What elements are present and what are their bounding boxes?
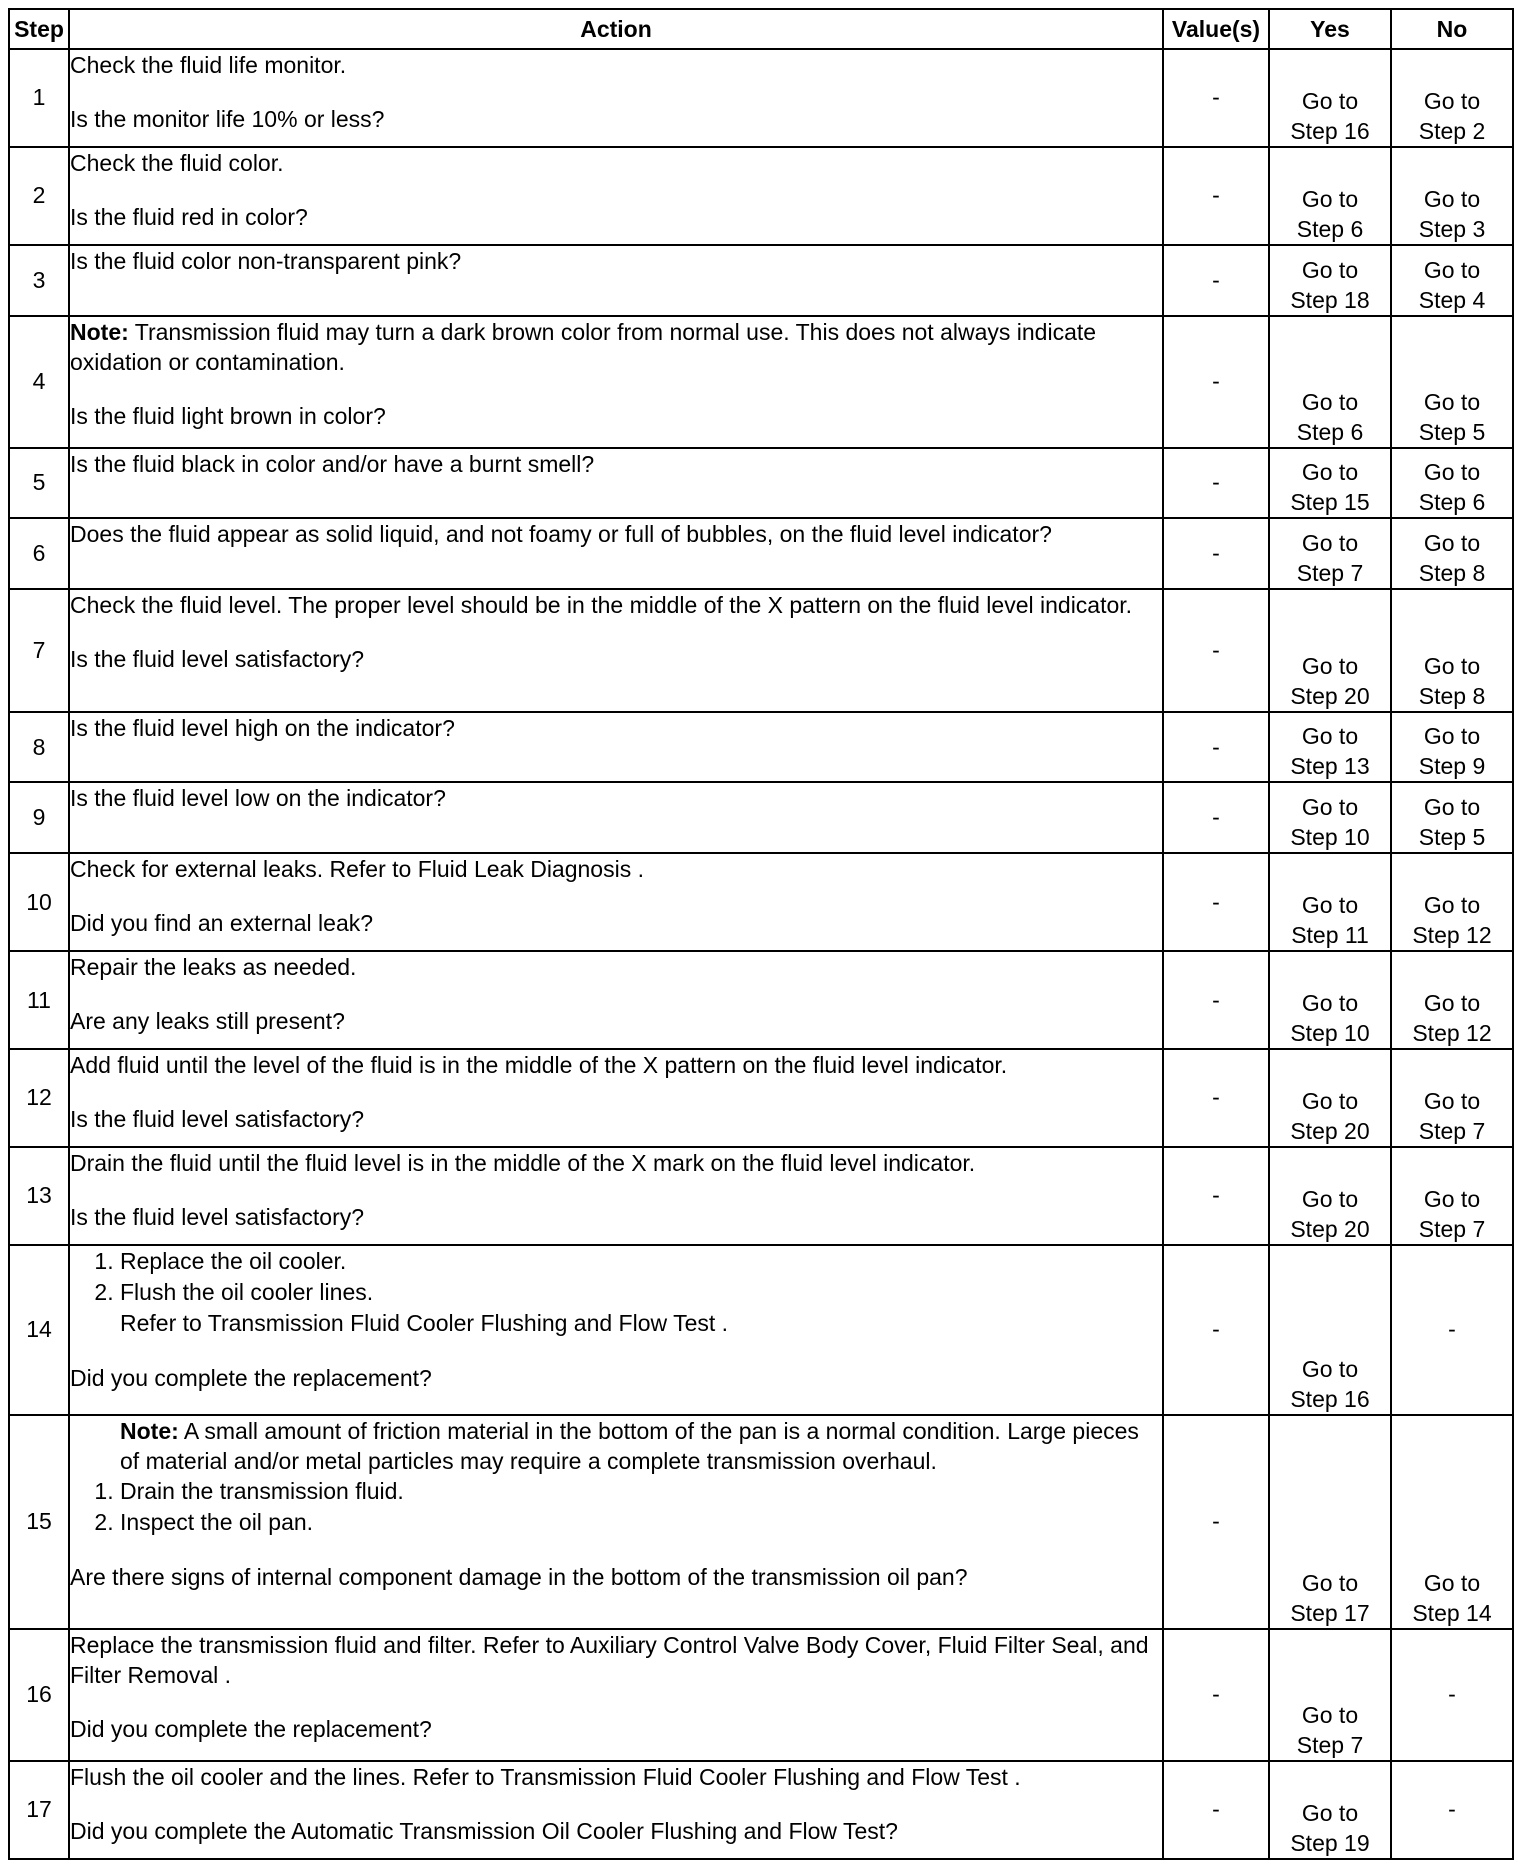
table-row xyxy=(9,1049,1513,1147)
action-question: Is the fluid color non-transparent pink? xyxy=(70,247,462,274)
table-row xyxy=(9,147,1513,245)
yes-cell xyxy=(1269,245,1391,316)
action-text: Check for external leaks. Refer to Fluid Leak Diagnosis . xyxy=(70,856,644,883)
action-cell xyxy=(69,147,1163,245)
action-cell xyxy=(69,518,1163,589)
action-question: Did you find an external leak? xyxy=(70,910,374,937)
yes-goto: Go to xyxy=(1301,794,1359,821)
yes-goto: Go to xyxy=(1301,1087,1359,1114)
no-cell xyxy=(1391,1629,1513,1761)
yes-goto: Go to xyxy=(1301,892,1359,919)
no-goto: Go to xyxy=(1423,652,1481,679)
no-step: Step 7 xyxy=(1418,1215,1486,1242)
no-step: Step 6 xyxy=(1418,489,1486,516)
step-number: 6 xyxy=(9,518,69,589)
action-question: Is the monitor life 10% or less? xyxy=(70,106,385,132)
no-goto: Go to xyxy=(1423,256,1481,283)
list-item-ref: Refer to Transmission Fluid Cooler Flushing and Flow Test . xyxy=(120,1309,729,1336)
no-cell xyxy=(1391,951,1513,1049)
action-cell xyxy=(69,782,1163,853)
yes-cell xyxy=(1269,49,1391,147)
action-cell xyxy=(69,1147,1163,1245)
note-text: Transmission fluid may turn a dark brown color from normal use. This does not always indicate oxidation or contamination. xyxy=(70,318,1097,375)
yes-cell xyxy=(1269,1629,1391,1761)
no-step: Step 7 xyxy=(1418,1117,1486,1144)
header-row xyxy=(9,9,1513,49)
value-cell: - xyxy=(1163,951,1269,1049)
no-cell xyxy=(1391,147,1513,245)
table-row xyxy=(9,712,1513,783)
yes-step: Step 16 xyxy=(1290,117,1370,144)
table-row xyxy=(9,49,1513,147)
yes-step: Step 7 xyxy=(1296,1731,1364,1758)
value-cell: - xyxy=(1163,1049,1269,1147)
yes-step: Step 13 xyxy=(1290,753,1370,780)
table-row xyxy=(9,518,1513,589)
yes-goto: Go to xyxy=(1301,990,1359,1016)
yes-cell xyxy=(1269,712,1391,783)
no-goto: Go to xyxy=(1423,529,1481,556)
list-item xyxy=(120,1277,1162,1339)
no-dash: - xyxy=(1448,1796,1456,1823)
table-row xyxy=(9,1761,1513,1859)
yes-cell xyxy=(1269,518,1391,589)
action-question: Is the fluid level high on the indicator? xyxy=(70,714,455,741)
header-action: Action xyxy=(69,9,1163,49)
no-dash: - xyxy=(1448,1681,1456,1708)
value-cell: - xyxy=(1163,782,1269,853)
no-step: Step 4 xyxy=(1418,286,1486,313)
value-cell: - xyxy=(1163,147,1269,245)
table-row xyxy=(9,1147,1513,1245)
yes-step: Step 6 xyxy=(1296,215,1364,242)
header-yes: Yes xyxy=(1269,9,1391,49)
header-step: Step xyxy=(9,9,69,49)
note-paragraph xyxy=(70,317,1162,377)
list-item-text: Drain the transmission fluid. xyxy=(120,1477,404,1504)
no-goto: Go to xyxy=(1423,388,1481,415)
yes-step: Step 20 xyxy=(1290,1215,1370,1242)
yes-cell xyxy=(1269,147,1391,245)
yes-goto: Go to xyxy=(1301,87,1359,114)
action-question: Did you complete the replacement? xyxy=(70,1715,432,1742)
table-row xyxy=(9,1245,1513,1415)
step-number: 15 xyxy=(9,1415,69,1629)
yes-step: Step 20 xyxy=(1290,682,1370,709)
yes-step: Step 10 xyxy=(1290,824,1370,851)
step-number: 5 xyxy=(9,448,69,519)
yes-goto: Go to xyxy=(1301,388,1359,415)
step-number: 8 xyxy=(9,712,69,783)
list-item-text: Replace the oil cooler. xyxy=(120,1247,347,1274)
value-cell: - xyxy=(1163,712,1269,783)
yes-step: Step 18 xyxy=(1290,286,1370,313)
yes-step: Step 20 xyxy=(1290,1117,1370,1144)
action-question: Are any leaks still present? xyxy=(70,1008,345,1035)
action-question: Does the fluid appear as solid liquid, and not foamy or full of bubbles, on the fluid level indicator? xyxy=(70,521,1052,548)
no-cell xyxy=(1391,589,1513,712)
step-number: 2 xyxy=(9,147,69,245)
table-row xyxy=(9,316,1513,448)
yes-goto: Go to xyxy=(1301,1800,1359,1826)
action-question: Is the fluid red in color? xyxy=(70,203,308,230)
action-question: Is the fluid light brown in color? xyxy=(70,402,386,429)
no-dash: - xyxy=(1448,1316,1456,1343)
no-step: Step 12 xyxy=(1412,1020,1492,1046)
no-goto: Go to xyxy=(1423,1185,1481,1212)
no-goto: Go to xyxy=(1423,1569,1481,1596)
step-number: 11 xyxy=(9,951,69,1049)
no-cell xyxy=(1391,1761,1513,1859)
value-cell: - xyxy=(1163,245,1269,316)
no-step: Step 8 xyxy=(1418,682,1486,709)
note-label: Note: xyxy=(70,318,129,345)
yes-cell xyxy=(1269,1245,1391,1415)
yes-cell xyxy=(1269,1415,1391,1629)
table-row xyxy=(9,853,1513,951)
action-cell xyxy=(69,1415,1163,1629)
no-step: Step 3 xyxy=(1418,215,1486,242)
value-cell: - xyxy=(1163,1415,1269,1629)
step-number: 17 xyxy=(9,1761,69,1859)
note-label: Note: xyxy=(120,1417,179,1444)
value-cell: - xyxy=(1163,1147,1269,1245)
no-cell xyxy=(1391,245,1513,316)
no-cell xyxy=(1391,782,1513,853)
value-cell: - xyxy=(1163,518,1269,589)
action-cell xyxy=(69,951,1163,1049)
action-text: Repair the leaks as needed. xyxy=(70,954,357,981)
action-text: Drain the fluid until the fluid level is in the middle of the X mark on the fluid level indicator. xyxy=(70,1149,976,1176)
action-cell xyxy=(69,448,1163,519)
table-row xyxy=(9,448,1513,519)
action-text: Add fluid until the level of the fluid is in the middle of the X pattern on the fluid level indicator. xyxy=(70,1052,1008,1078)
step-number: 7 xyxy=(9,589,69,712)
list-item xyxy=(120,1246,1162,1277)
action-text: Check the fluid color. xyxy=(70,149,284,176)
no-cell xyxy=(1391,1147,1513,1245)
list-item xyxy=(120,1476,1162,1507)
no-cell xyxy=(1391,712,1513,783)
step-number: 10 xyxy=(9,853,69,951)
yes-cell xyxy=(1269,316,1391,448)
no-step: Step 14 xyxy=(1412,1599,1492,1626)
no-goto: Go to xyxy=(1423,794,1481,821)
no-cell xyxy=(1391,1245,1513,1415)
action-text: Flush the oil cooler and the lines. Refer to Transmission Fluid Cooler Flushing and Flow Test . xyxy=(70,1763,1021,1790)
no-cell xyxy=(1391,448,1513,519)
table-row xyxy=(9,782,1513,853)
yes-cell xyxy=(1269,448,1391,519)
no-goto: Go to xyxy=(1423,1087,1481,1114)
no-cell xyxy=(1391,1049,1513,1147)
yes-goto: Go to xyxy=(1301,1185,1359,1212)
action-question: Is the fluid level satisfactory? xyxy=(70,1106,365,1132)
action-question: Is the fluid black in color and/or have a burnt smell? xyxy=(70,450,595,477)
yes-goto: Go to xyxy=(1301,459,1359,486)
no-step: Step 5 xyxy=(1418,418,1486,445)
yes-goto: Go to xyxy=(1301,723,1359,750)
yes-step: Step 19 xyxy=(1290,1830,1370,1856)
no-goto: Go to xyxy=(1423,87,1481,114)
no-cell xyxy=(1391,1415,1513,1629)
yes-step: Step 10 xyxy=(1290,1020,1370,1046)
step-number: 12 xyxy=(9,1049,69,1147)
value-cell: - xyxy=(1163,853,1269,951)
value-cell: - xyxy=(1163,589,1269,712)
yes-step: Step 6 xyxy=(1296,418,1364,445)
action-cell xyxy=(69,245,1163,316)
yes-step: Step 15 xyxy=(1290,489,1370,516)
yes-step: Step 7 xyxy=(1296,559,1364,586)
no-goto: Go to xyxy=(1423,723,1481,750)
action-text: Replace the transmission fluid and filter. Refer to Auxiliary Control Valve Body Cover, Fluid Filter Seal, and Filter Removal . xyxy=(70,1631,1149,1688)
action-cell xyxy=(69,1245,1163,1415)
action-cell xyxy=(69,316,1163,448)
no-goto: Go to xyxy=(1423,892,1481,919)
action-question: Is the fluid level satisfactory? xyxy=(70,645,365,672)
step-number: 4 xyxy=(9,316,69,448)
yes-cell xyxy=(1269,1049,1391,1147)
action-cell xyxy=(69,1761,1163,1859)
list-item xyxy=(120,1507,1162,1538)
step-number: 3 xyxy=(9,245,69,316)
no-step: Step 9 xyxy=(1418,753,1486,780)
no-goto: Go to xyxy=(1423,990,1481,1016)
action-text: Check the fluid level. The proper level should be in the middle of the X pattern on the fluid level indicator. xyxy=(70,591,1133,618)
no-cell xyxy=(1391,518,1513,589)
table-row xyxy=(9,951,1513,1049)
yes-cell xyxy=(1269,1761,1391,1859)
yes-cell xyxy=(1269,589,1391,712)
action-cell xyxy=(69,853,1163,951)
action-question: Is the fluid level low on the indicator? xyxy=(70,785,446,812)
action-cell xyxy=(69,1629,1163,1761)
yes-step: Step 17 xyxy=(1290,1599,1370,1626)
step-number: 1 xyxy=(9,49,69,147)
header-no: No xyxy=(1391,9,1513,49)
yes-goto: Go to xyxy=(1301,652,1359,679)
procedure-list xyxy=(70,1246,1162,1339)
yes-cell xyxy=(1269,951,1391,1049)
action-question: Is the fluid level satisfactory? xyxy=(70,1203,365,1230)
action-cell xyxy=(69,712,1163,783)
yes-cell xyxy=(1269,853,1391,951)
list-item-text: Inspect the oil pan. xyxy=(120,1508,314,1535)
no-step: Step 8 xyxy=(1418,559,1486,586)
yes-goto: Go to xyxy=(1301,1701,1359,1728)
no-goto: Go to xyxy=(1423,185,1481,212)
no-step: Step 2 xyxy=(1418,117,1486,144)
yes-step: Step 16 xyxy=(1290,1385,1370,1412)
value-cell: - xyxy=(1163,1245,1269,1415)
table-row xyxy=(9,245,1513,316)
table-row xyxy=(9,589,1513,712)
table-row xyxy=(9,1629,1513,1761)
yes-cell xyxy=(1269,782,1391,853)
yes-goto: Go to xyxy=(1301,185,1359,212)
action-question: Did you complete the replacement? xyxy=(70,1364,432,1391)
value-cell: - xyxy=(1163,448,1269,519)
list-item-text: Flush the oil cooler lines. xyxy=(120,1278,374,1305)
step-number: 9 xyxy=(9,782,69,853)
yes-goto: Go to xyxy=(1301,529,1359,556)
value-cell: - xyxy=(1163,49,1269,147)
action-cell xyxy=(69,1049,1163,1147)
yes-goto: Go to xyxy=(1301,1355,1359,1382)
value-cell: - xyxy=(1163,316,1269,448)
action-question: Did you complete the Automatic Transmission Oil Cooler Flushing and Flow Test? xyxy=(70,1817,898,1844)
no-cell xyxy=(1391,853,1513,951)
note-text: A small amount of friction material in the bottom of the pan is a normal condition. Large pieces of material and/or metal particles may require a complete transmission overhaul. xyxy=(120,1417,1139,1474)
yes-cell xyxy=(1269,1147,1391,1245)
header-values: Value(s) xyxy=(1163,9,1269,49)
step-number: 16 xyxy=(9,1629,69,1761)
value-cell: - xyxy=(1163,1761,1269,1859)
no-goto: Go to xyxy=(1423,459,1481,486)
yes-goto: Go to xyxy=(1301,256,1359,283)
procedure-list xyxy=(70,1476,1162,1538)
no-step: Step 12 xyxy=(1412,922,1492,949)
no-cell xyxy=(1391,316,1513,448)
yes-goto: Go to xyxy=(1301,1569,1359,1596)
action-cell xyxy=(69,589,1163,712)
action-cell xyxy=(69,49,1163,147)
yes-step: Step 11 xyxy=(1291,922,1369,949)
no-cell xyxy=(1391,49,1513,147)
note-paragraph xyxy=(70,1416,1162,1476)
value-cell: - xyxy=(1163,1629,1269,1761)
table-row xyxy=(9,1415,1513,1629)
step-number: 14 xyxy=(9,1245,69,1415)
action-question: Are there signs of internal component damage in the bottom of the transmission oil pan? xyxy=(70,1563,968,1590)
action-text: Check the fluid life monitor. xyxy=(70,52,347,78)
diagnostic-table xyxy=(8,8,1514,1860)
no-step: Step 5 xyxy=(1418,824,1486,851)
step-number: 13 xyxy=(9,1147,69,1245)
